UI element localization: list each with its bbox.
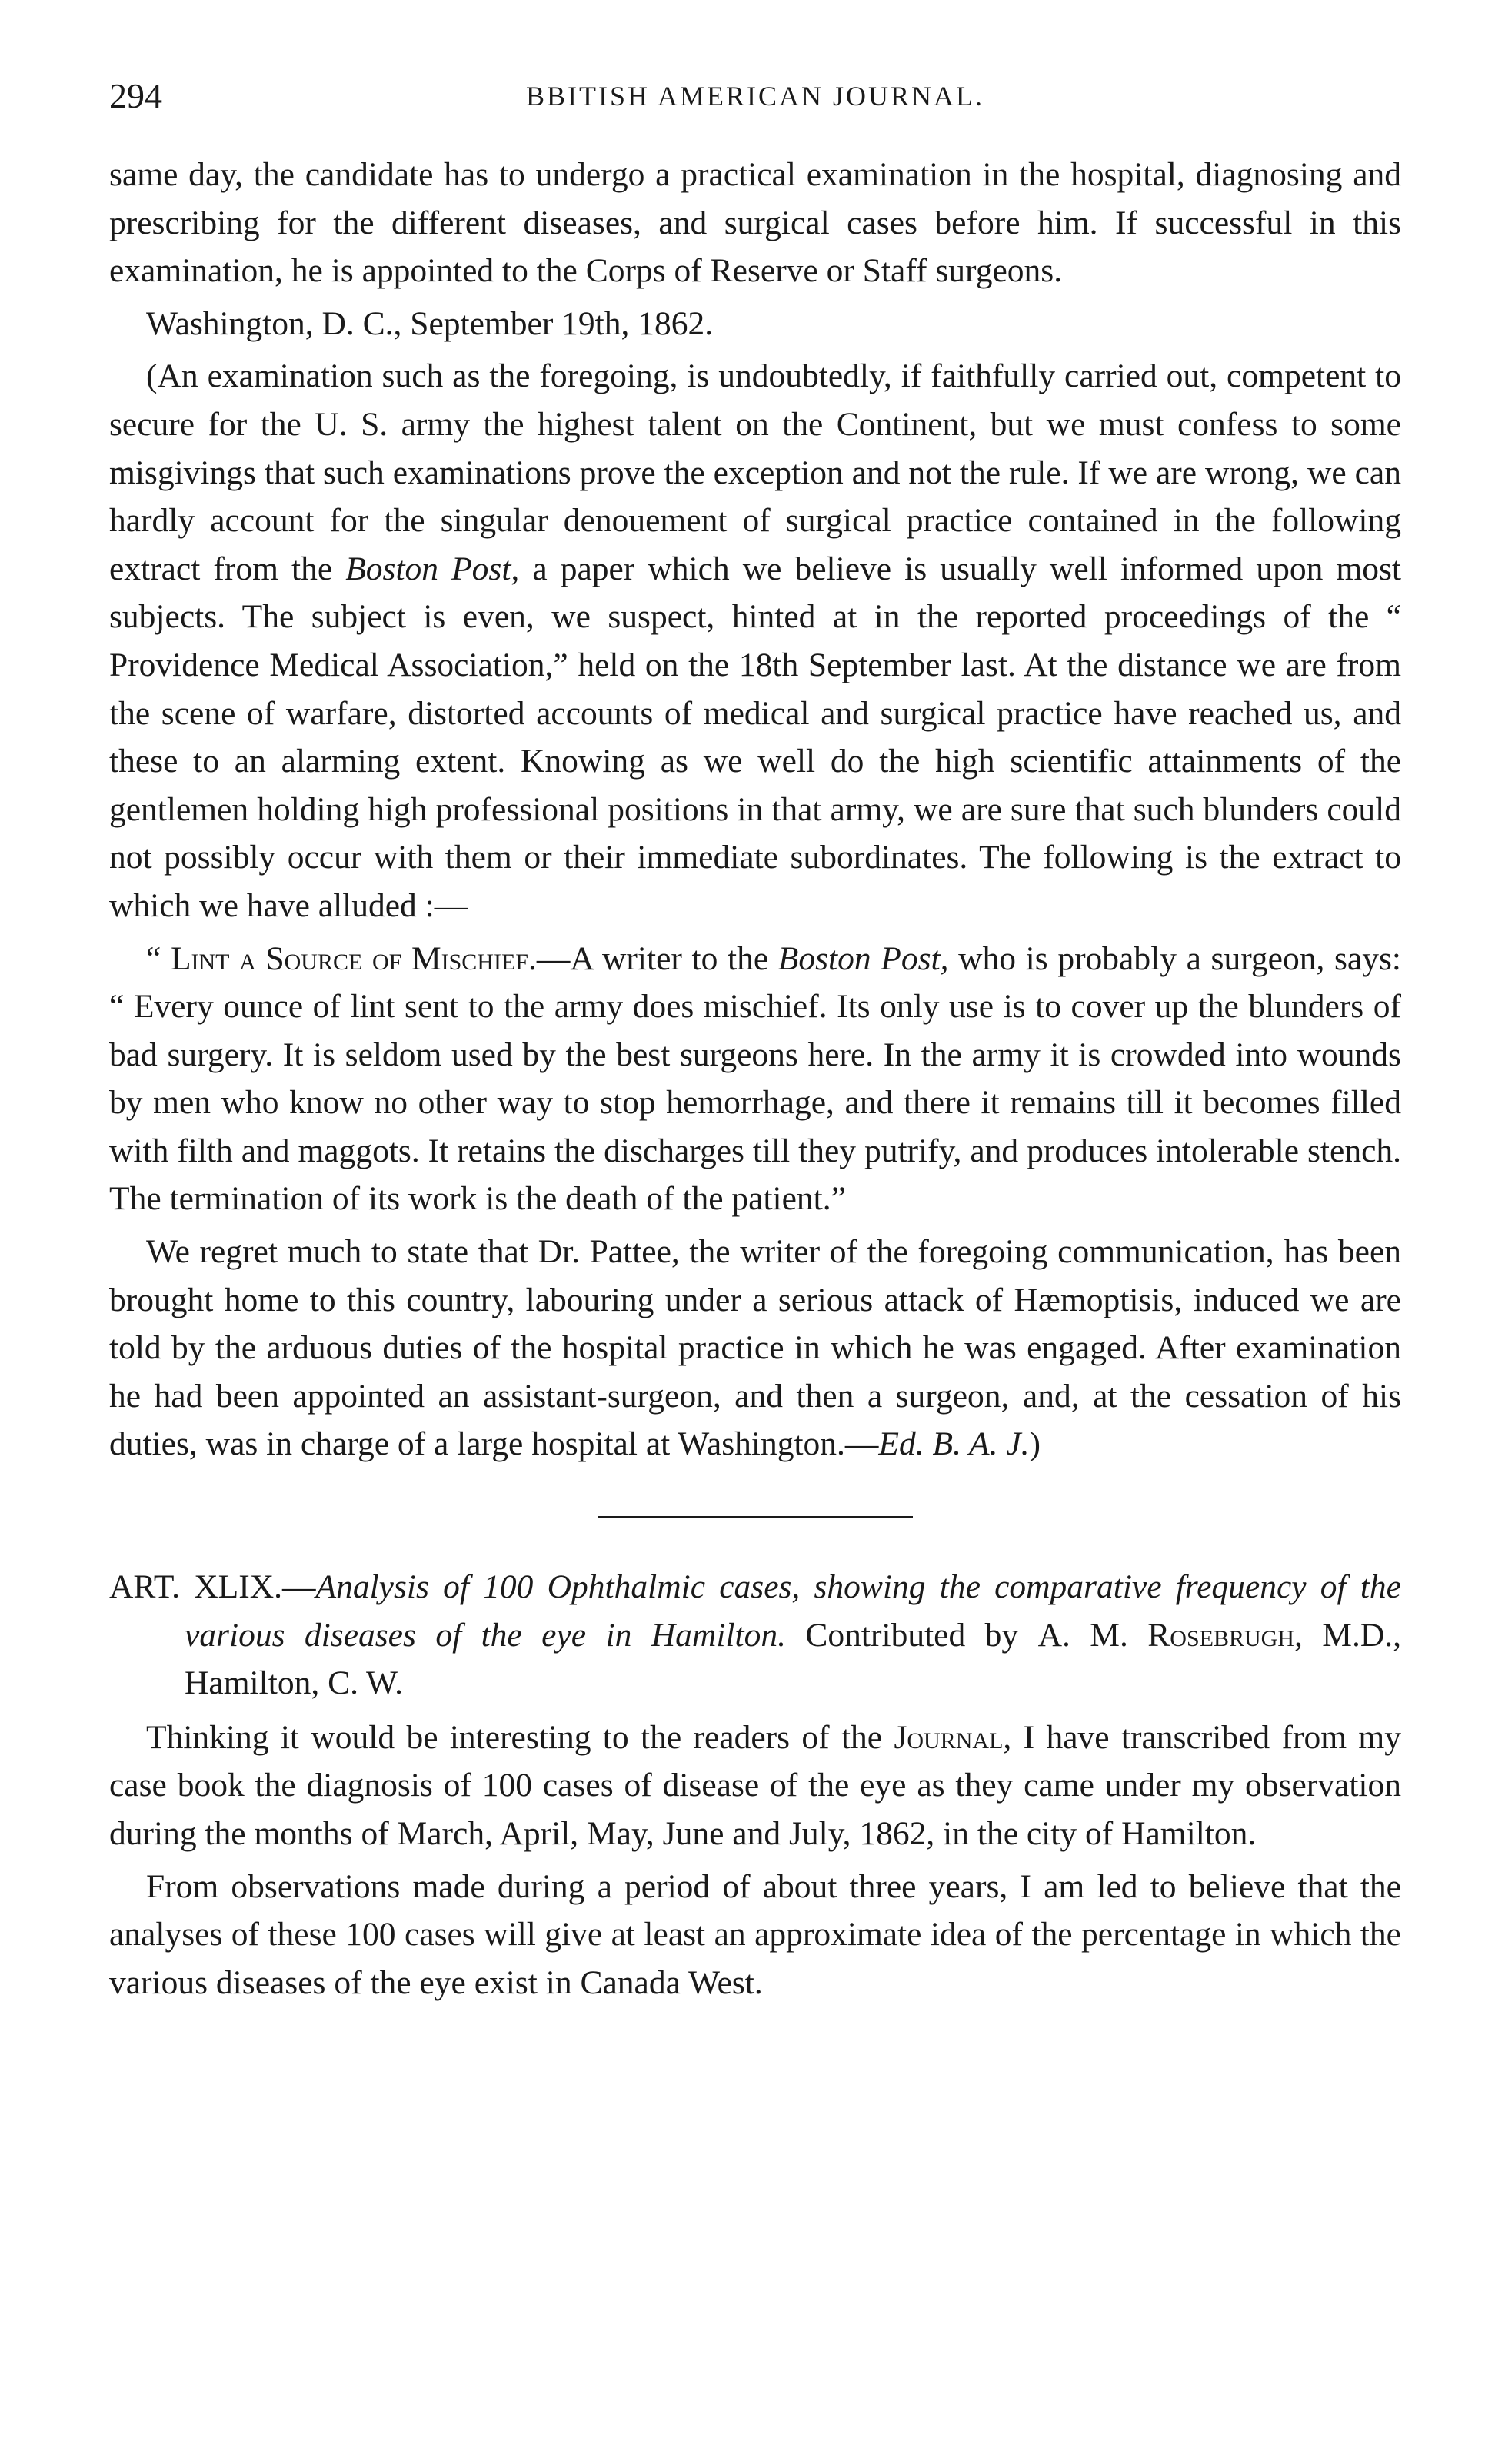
page-header	[109, 73, 1401, 119]
paragraph-continuation: same day, the candidate has to undergo a practical examination in the hospital, diagnosing and prescribing for the different diseases, and surgical cases before him. If successful in this examination, he is appointed to the Corps of Reserve or Staff surgeons.	[109, 156, 1401, 290]
page-body	[109, 151, 1401, 2007]
paragraph-observations: From observations made during a period of about three years, I am led to believe that the analyses of these 100 cases will give at least an approximate idea of the percentage in which the various diseases of the eye exist in Canada West.	[109, 1867, 1401, 2001]
quote-text-b: who is probably a surgeon, says: “ Every ounce of lint sent to the army does mischief. Its only use is to cover up the blunders of bad surgery. It is seldom used by the best surgeons here. In the army it is crowded into wounds by men who know no other way to stop hemorrhage, and there it remains till it becomes filled with filth and maggots. It retains the discharges till they putrify, and produces intolerable stench. The termination of its work is the death of the patient.”	[109, 939, 1401, 1218]
article-title: Analysis of 100 Ophthalmic cases, showing the comparative frequency of the various diseases of the eye in Hamilton.	[185, 1568, 1401, 1654]
paragraph-regret	[109, 1228, 1401, 1468]
running-head: BBITISH AMERICAN JOURNAL.	[525, 81, 985, 111]
quote-text-a: —A writer to the	[536, 939, 778, 977]
quote-heading: Lint a Source of Mischief.	[170, 939, 537, 977]
article-contributed: Contributed by	[785, 1616, 1038, 1654]
journal-name: Journal	[894, 1718, 1004, 1756]
paragraph-quotation	[109, 935, 1401, 1224]
page-number: 294	[109, 76, 162, 115]
section-divider	[598, 1516, 913, 1518]
paragraph-editorial-note	[109, 352, 1401, 929]
quote-source-title: Boston Post,	[777, 939, 949, 977]
regret-text: We regret much to state that Dr. Pattee, the writer of the foregoing communication, has been brought home to this country, labouring under a serious attack of Hæmoptisis, induced we are told by the arduous duties of the hospital practice in which he was engaged. After examination he had been appointed an assistant-surgeon, and then a surgeon, and, at the cessation of his duties, was in charge of a large hospital at Washington.—	[109, 1233, 1401, 1463]
article-author-details: , M.D., Hamilton, C. W.	[185, 1616, 1402, 1702]
intro-text-b: , I have transcribed from my case book the diagnosis of 100 cases of disease of the eye as they came under my observation during the months of March, April, May, June and July, 1862, in the city of Hamilton.	[109, 1718, 1401, 1852]
editor-signature: Ed. B. A. J.	[878, 1425, 1030, 1463]
paragraph-article-intro	[109, 1714, 1401, 1858]
regret-close: )	[1029, 1425, 1041, 1463]
editorial-text-a: (An examination such as the foregoing, is undoubtedly, if faithfully carried out, competent to secure for the U. S. army the highest talent on the Continent, but we must confess to some misgivings that such examinations prove the exception and not the rule. If we are wrong, we can hardly account for the singular denouement of surgical practice contained in the following extract from the	[109, 357, 1401, 587]
editorial-text-b: a paper which we believe is usually well informed upon most subjects. The subject is even, we suspect, hinted at in the reported proceedings of the “ Providence Medical Association,” held on the 18th September last. At the distance we are from the scene of warfare, distorted accounts of medical and surgical practice have reached us, and these to an alarming extent. Knowing as we well do the high scientific attainments of the gentlemen holding high professional positions in that army, we are sure that such blunders could not possibly occur with them or their immediate subordinates. The following is the extract to which we have alluded :—	[109, 550, 1402, 924]
editorial-source-title: Boston Post,	[345, 550, 520, 587]
quote-open: “	[146, 939, 171, 977]
article-heading	[109, 1563, 1401, 1708]
article-author: A. M. Rosebrugh	[1037, 1616, 1294, 1654]
dateline: Washington, D. C., September 19th, 1862.	[146, 304, 714, 342]
intro-text-a: Thinking it would be interesting to the readers of the	[146, 1718, 894, 1756]
article-label: ART. XLIX.—	[109, 1568, 316, 1606]
